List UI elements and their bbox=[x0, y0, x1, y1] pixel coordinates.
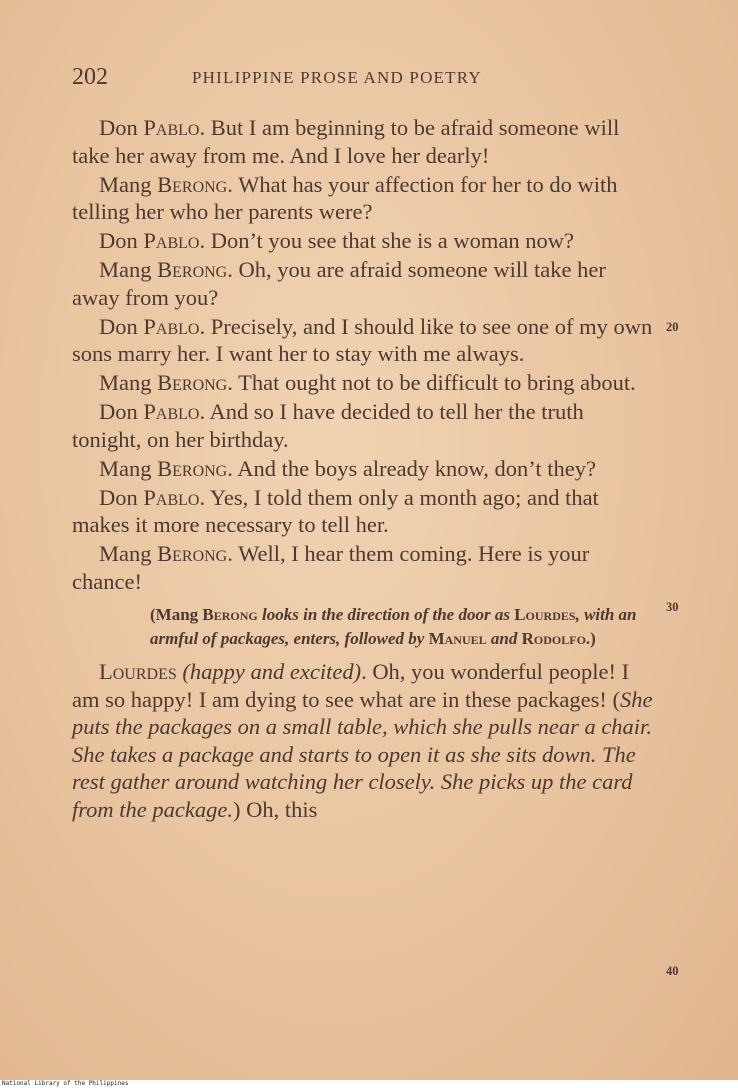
speech: Mang Berong. Well, I hear them coming. Here is your chance! bbox=[72, 541, 590, 594]
speech: Don Pablo. Yes, I told them only a month ago; and that makes it more necessary to tell her. bbox=[72, 484, 599, 537]
line-number: 40 bbox=[666, 964, 679, 978]
speech: Mang Berong. That ought not to be difficult to bring about. bbox=[99, 370, 636, 395]
running-title: PHILIPPINE PROSE AND POETRY bbox=[192, 68, 482, 87]
speaker-name: Lourdes bbox=[99, 659, 177, 684]
speaker-name: Berong. bbox=[157, 541, 233, 566]
speaker-name: Pablo. bbox=[143, 228, 206, 253]
speaker-name: Berong. bbox=[157, 455, 233, 481]
speech: Mang Berong. And the boys already know, don’t they? bbox=[99, 455, 596, 481]
speech-text: But I am beginning to be afraid someone will take her away from me. And I love her dearly! bbox=[72, 115, 620, 168]
speech-final: Lourdes (happy and excited). Oh, you wonderful people! I am so happy! I am dying to see what are in these packages! (She puts the packages on a small table, which she pulls near a chair. She takes a package and starts to open it as she sits down. The rest gather around watching her closely. She picks up the card from the package.) Oh, this bbox=[72, 659, 653, 822]
speech-text: Precisely, and I should like to see one of my own sons marry her. I want her to stay with me always. bbox=[72, 313, 653, 366]
speech: Don Pablo. And so I have decided to tell her the truth tonight, on her birthday. bbox=[72, 399, 584, 452]
speech-text: And so I have decided to tell her the truth tonight, on her birthday. bbox=[72, 399, 584, 452]
speech: Mang Berong. What has your affection for her to do with telling her who her parents were? bbox=[72, 171, 618, 224]
play-text bbox=[72, 114, 654, 825]
speech-text: Don’t you see that she is a woman now? bbox=[210, 228, 574, 253]
speech: Don Pablo. But I am beginning to be afraid someone will take her away from me. And I love her dearly! bbox=[72, 115, 620, 168]
speech-text: And the boys already know, don’t they? bbox=[237, 455, 596, 481]
speech: Don Pablo. Don’t you see that she is a woman now? bbox=[99, 228, 574, 253]
speaker-name: Berong. bbox=[157, 370, 233, 395]
page-header bbox=[72, 64, 662, 98]
speaker-name: Pablo. bbox=[143, 313, 206, 339]
speech-text: Well, I hear them coming. Here is your chance! bbox=[72, 541, 590, 594]
speaker-name: Berong. bbox=[157, 171, 233, 197]
library-footer: National Library of the Philippines bbox=[0, 1080, 738, 1088]
speech: Mang Berong. Oh, you are afraid someone will take her away from you? bbox=[72, 257, 606, 310]
speaker-name: Berong. bbox=[157, 257, 233, 282]
line-number: 30 bbox=[666, 600, 679, 614]
page-number: 202 bbox=[72, 64, 108, 90]
speech: Don Pablo. Precisely, and I should like to see one of my own sons marry her. I want her to stay with me always. bbox=[72, 313, 653, 366]
speaker-name: Pablo. bbox=[143, 115, 206, 140]
speech-text: Yes, I told them only a month ago; and that makes it more necessary to tell her. bbox=[72, 484, 599, 537]
line-number: 20 bbox=[666, 320, 679, 334]
manner: (happy and excited) bbox=[182, 659, 362, 684]
inline-direction: She puts the packages on a small table, which she pulls near a chair. She takes a package and starts to open it as she sits down. The rest gather around watching her closely. She picks up the card from the package. bbox=[72, 686, 653, 822]
speech-text: What has your affection for her to do with telling her who her parents were? bbox=[72, 171, 618, 224]
speech-text: That ought not to be difficult to bring about. bbox=[238, 370, 636, 395]
speaker-name: Pablo. bbox=[143, 484, 206, 510]
stage-direction: (Mang Berong looks in the direction of the door as Lourdes, with an armful of packages, enters, followed by Manuel and Rodolfo.) bbox=[150, 605, 637, 648]
speech-text: Oh, you are afraid someone will take her away from you? bbox=[72, 257, 606, 310]
speaker-name: Pablo. bbox=[143, 399, 206, 424]
